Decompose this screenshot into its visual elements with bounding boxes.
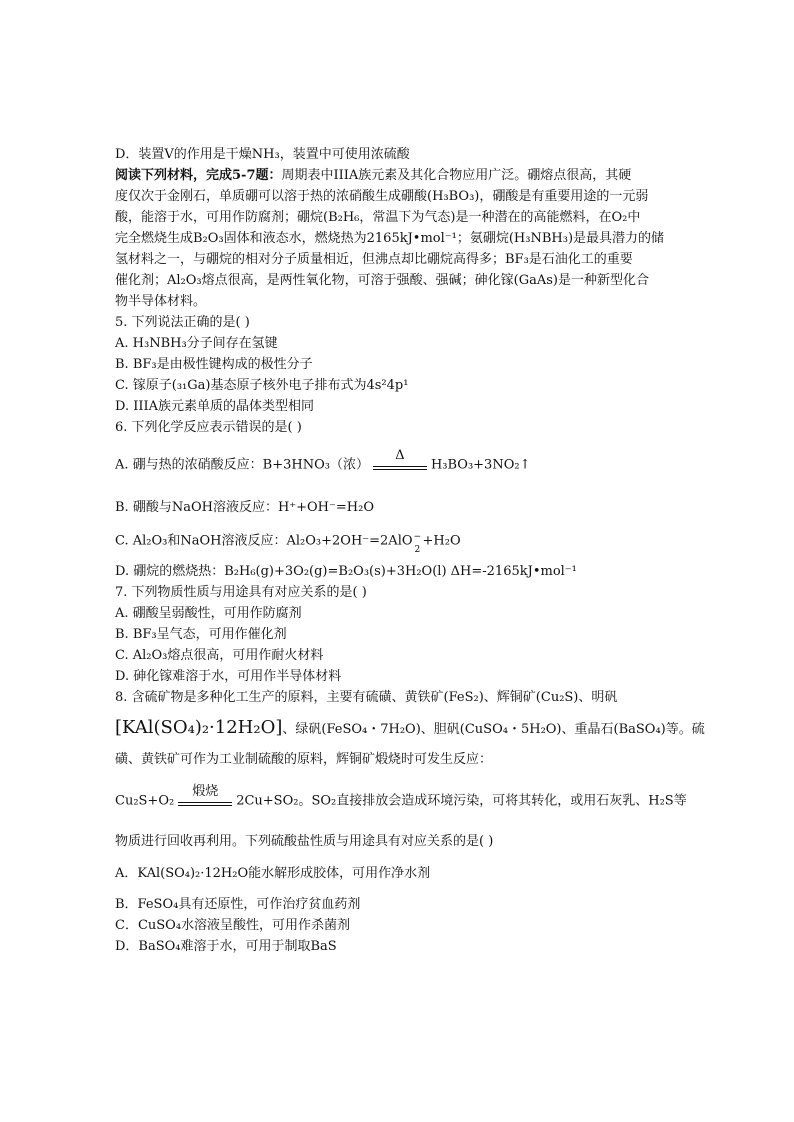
q8-minerals: 、绿矾(FeSO₄・7H₂O)、胆矾(CuSO₄・5H₂O)、重晶石(BaSO₄)等。硫 — [282, 722, 705, 737]
reading-line-4: 完全燃烧生成B₂O₃固体和液态水，燃烧热为2165kJ•mol⁻¹；氨硼烷(H₃NBH₃)是最具潜力的储 — [115, 231, 665, 246]
q6-a-products: H₃BO₃+3NO₂↑ — [430, 457, 531, 473]
q8-stem-line-1: 8. 含硫矿物是多种化工生产的原料，主要有硫磺、黄铁矿(FeS₂)、辉铜矿(Cu₂S)、明矾 — [115, 690, 618, 705]
ion-charge: − — [413, 532, 422, 542]
q8-stem-tail: 。SO₂直接排放会造成环境污染，可将其转化，或用石灰乳、H₂S等 — [298, 793, 687, 809]
reading-intro-line-1 — [115, 166, 631, 186]
q6-option-b: B. 硼酸与NaOH溶液反应：H⁺+OH⁻=H₂O — [115, 500, 374, 515]
q6-stem: 6. 下列化学反应表示错误的是( ) — [115, 420, 302, 435]
q8-stem-line-3: 磺、黄铁矿可作为工业制硫酸的原料，辉铜矿煅烧时可发生反应： — [115, 752, 493, 767]
q6-option-c — [115, 531, 461, 555]
reading-line-6: 催化剂；Al₂O₃熔点很高，是两性氧化物，可溶于强酸、强碱；砷化镓(GaAs)是一种新型化合 — [115, 273, 649, 288]
reading-line-7: 物半导体材料。 — [115, 294, 207, 309]
roast-reactants: Cu₂S+O₂ — [115, 793, 175, 809]
roast-arrow — [176, 784, 234, 811]
heat-condition: Δ — [395, 448, 405, 463]
roast-condition: 煅烧 — [192, 784, 219, 799]
roast-products: 2Cu+SO₂ — [236, 793, 299, 809]
q8-option-a — [115, 864, 430, 884]
reading-heading: 阅读下列材料，完成5-7题： — [115, 168, 282, 183]
double-line — [373, 466, 427, 470]
q7-option-b: B. BF₃呈气态，可用作催化剂 — [115, 627, 287, 642]
q8-option-c: C．CuSO₄水溶液呈酸性，可用作杀菌剂 — [115, 918, 351, 933]
reading-line-2: 度仅次于金刚石，单质硼可以溶于热的浓硝酸生成硼酸(H₃BO₃)，硼酸是有重要用途的一元弱 — [115, 189, 649, 204]
q5-stem: 5. 下列说法正确的是( ) — [115, 315, 250, 330]
q7-stem: 7. 下列物质性质与用途具有对应关系的是( ) — [115, 585, 367, 600]
q8-stem-line-2 — [115, 718, 705, 740]
heat-arrow — [371, 448, 429, 475]
q4-option-d: D．装置V的作用是干燥NH₃，装置中可使用浓硫酸 — [115, 147, 410, 162]
q7-option-c: C. Al₂O₃熔点很高，可用作耐火材料 — [115, 648, 324, 663]
q6-a-reactants: A. 硼与热的浓硝酸反应：B+3HNO₃（浓） — [115, 457, 369, 473]
reading-line-5: 氢材料之一，与硼烷的相对分子质量相近，但沸点却比硼烷高得多；BF₃是石油化工的重要 — [115, 252, 633, 267]
q8-stem-line-4 — [115, 784, 687, 812]
reading-line-3: 酸，能溶于水，可用作防腐剂；硼烷(B₂H₆，常温下为气态)是一种潜在的高能燃料，在O₂中 — [115, 210, 641, 225]
alum-formula: [KAl(SO₄)₂·12H₂O] — [115, 717, 283, 738]
q6-option-d: D. 硼烷的燃烧热：B₂H₆(g)+3O₂(g)=B₂O₃(s)+3H₂O(l) ΔH=-2165kJ•mol⁻¹ — [115, 564, 577, 579]
q8-stem-line-5: 物质进行回收再利用。下列硫酸盐性质与用途具有对应关系的是( ) — [115, 834, 494, 849]
reading-text: 周期表中IIIA族元素及其化合物应用广泛。硼熔点很高，其硬 — [281, 168, 632, 183]
q5-option-a: A. H₃NBH₃分子间存在氢键 — [115, 336, 278, 351]
q8-a-label: A． — [115, 866, 138, 881]
q8-option-d: D．BaSO₄难溶于水，可用于制取BaS — [115, 939, 337, 954]
q5-option-c: C. 镓原子(₃₁Ga)基态原子核外电子排布式为4s²4p¹ — [115, 378, 409, 393]
ion-subscript: 2 — [414, 545, 421, 555]
q6-c-tail: +H₂O — [422, 533, 461, 549]
q5-option-d: D. IIIA族元素单质的晶体类型相同 — [115, 399, 315, 414]
q6-c-equation: C. Al₂O₃和NaOH溶液反应：Al₂O₃+2OH⁻=2AlO — [115, 533, 413, 549]
q7-option-a: A. 硼酸呈弱酸性，可用作防腐剂 — [115, 606, 302, 621]
q8-option-b: B．FeSO₄具有还原性，可作治疗贫血药剂 — [115, 897, 361, 912]
q8-a-text: 能水解形成胶体，可用作净水剂 — [248, 866, 431, 881]
q7-option-d: D. 砷化镓难溶于水，可用作半导体材料 — [115, 669, 342, 684]
double-line — [178, 802, 232, 806]
q8-a-formula: KAl(SO₄)₂·12H₂O — [137, 866, 249, 881]
q5-option-b: B. BF₃是由极性键构成的极性分子 — [115, 357, 313, 372]
aluminate-ion-marks — [413, 531, 423, 555]
q6-option-a — [115, 448, 531, 476]
